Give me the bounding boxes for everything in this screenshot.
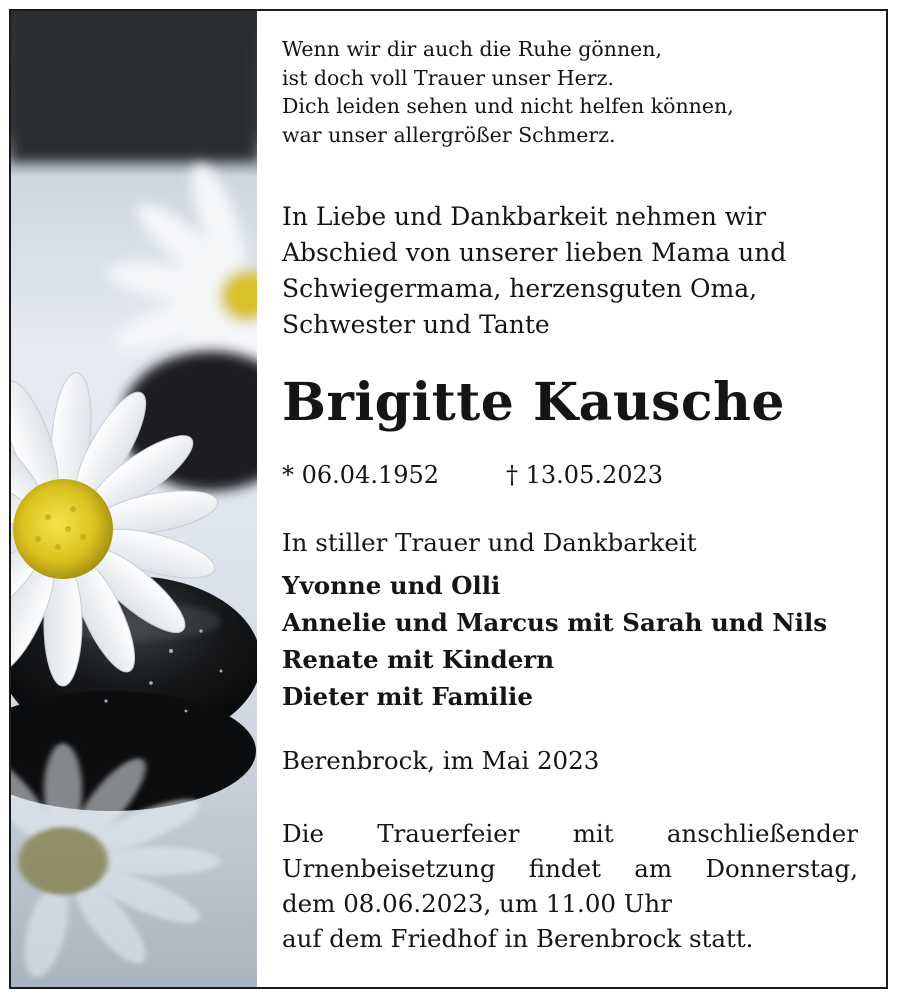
poem-line: Dich leiden sehen und nicht helfen können, bbox=[282, 94, 734, 118]
birth-date: * 06.04.1952 bbox=[282, 461, 440, 489]
mourner: Renate mit Kindern bbox=[282, 645, 555, 674]
obituary-notice bbox=[9, 9, 888, 989]
service-line: dem 08.06.2023, um 11.00 Uhr bbox=[282, 889, 672, 918]
mourner: Yvonne und Olli bbox=[282, 571, 501, 600]
service-line: auf dem Friedhof in Berenbrock statt. bbox=[282, 924, 754, 953]
poem-line: Wenn wir dir auch die Ruhe gönnen, bbox=[282, 37, 663, 61]
mourners-list bbox=[282, 567, 827, 715]
intro-line: Schwiegermama, herzensguten Oma, bbox=[282, 274, 758, 303]
intro-line: Abschied von unserer lieben Mama und bbox=[282, 238, 787, 267]
funeral-service-info bbox=[282, 816, 858, 956]
daisy-photo bbox=[11, 11, 257, 987]
mourner: Annelie und Marcus mit Sarah und Nils bbox=[282, 608, 828, 637]
poem-line: ist doch voll Trauer unser Herz. bbox=[282, 65, 614, 90]
service-line: Urnenbeisetzung findet am Donnerstag, bbox=[282, 854, 858, 883]
poem-line: war unser allergrößer Schmerz. bbox=[282, 122, 616, 147]
mourners-intro: In stiller Trauer und Dankbarkeit bbox=[282, 528, 697, 557]
service-line: Die Trauerfeier mit anschließender bbox=[282, 819, 858, 848]
farewell-intro bbox=[282, 199, 786, 343]
place-date: Berenbrock, im Mai 2023 bbox=[282, 746, 600, 775]
life-dates bbox=[282, 459, 664, 491]
poem bbox=[282, 35, 734, 149]
intro-line: Schwester und Tante bbox=[282, 310, 550, 339]
intro-line: In Liebe und Dankbarkeit nehmen wir bbox=[282, 202, 767, 231]
mourner: Dieter mit Familie bbox=[282, 682, 533, 711]
death-date: † 13.05.2023 bbox=[506, 461, 664, 489]
deceased-name: Brigitte Kausche bbox=[282, 372, 785, 433]
